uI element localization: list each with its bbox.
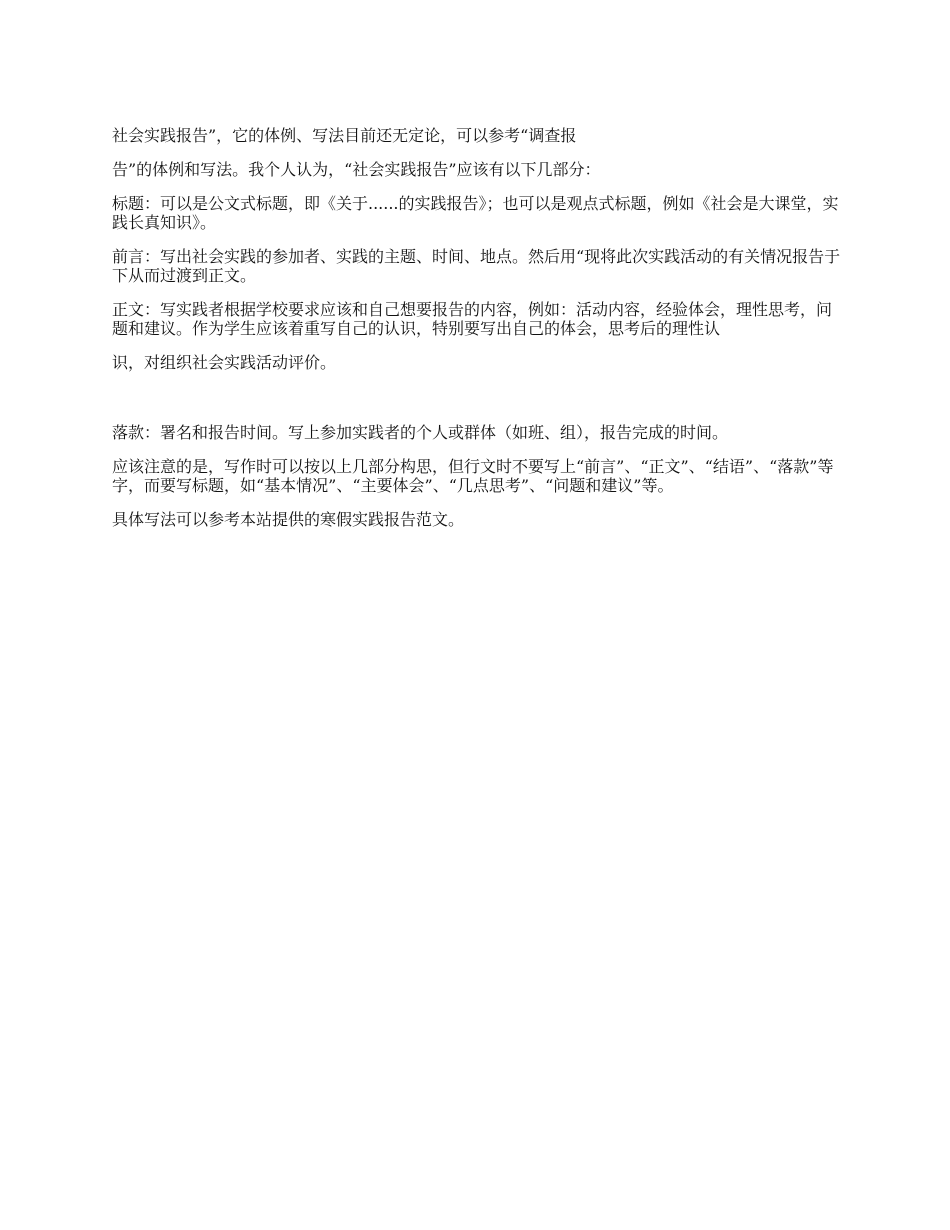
paragraph-intro-line-1: 社会实践报告”，它的体例、写法目前还无定论，可以参考“调查报: [112, 126, 577, 145]
paragraph-body-section: 正文：写实践者根据学校要求应该和自己想要报告的内容，例如：活动内容，经验体会，理性思考，问题和建议。作为学生应该着重写自己的认识，特别要写出自己的体会，思考后的理性认: [112, 300, 833, 338]
paragraph-notes: 应该注意的是，写作时可以按以上几部分构思，但行文时不要写上“前言”、“正文”、“结语”、“落款”等字，而要写标题，如“基本情况”、“主要体会”、“几点思考”、“问题和建议”等。: [112, 457, 834, 495]
paragraph-intro-line-2: 告”的体例和写法。我个人认为，“社会实践报告”应该有以下几部分：: [112, 160, 601, 179]
paragraph-signature-section: 落款：署名和报告时间。写上参加实践者的个人或群体（如班、组），报告完成的时间。: [112, 423, 729, 442]
paragraph-reference: 具体写法可以参考本站提供的寒假实践报告范文。: [112, 510, 465, 529]
paragraph-body-continued: 识，对组织社会实践活动评价。: [112, 353, 337, 372]
paragraph-preface-section: 前言：写出社会实践的参加者、实践的主题、时间、地点。然后用“现将此次实践活动的有关情况报告于下从而过渡到正文。: [112, 247, 841, 285]
paragraph-title-section: 标题：可以是公文式标题，即《关于......的实践报告》；也可以是观点式标题，例如《社会是大课堂，实践长真知识》。: [112, 194, 839, 232]
document-body: [112, 126, 842, 544]
paragraph-gap: [112, 387, 842, 423]
